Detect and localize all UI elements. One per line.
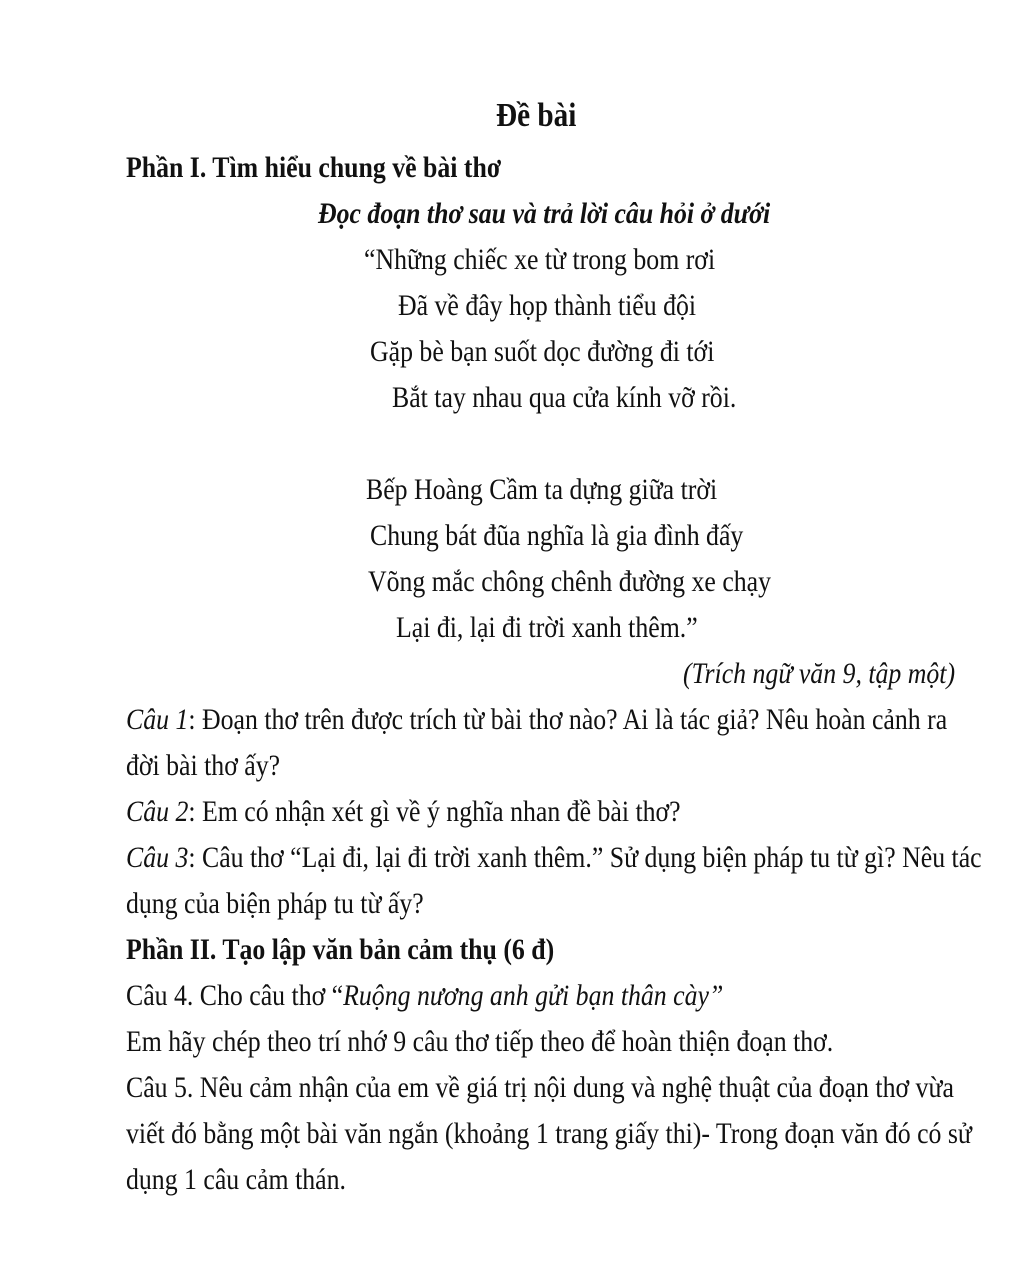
part2-heading: Phần II. Tạo lập văn bản cảm thụ (6 đ) [126,933,555,966]
poem-line: Đã về đây họp thành tiểu đội [398,289,697,322]
question-3-continued: dụng của biện pháp tu từ ấy? [126,887,424,920]
question-1-continued: đời bài thơ ấy? [126,749,281,782]
question-3-text: : Câu thơ “Lại đi, lại đi trời xanh thêm.” Sử dụng biện pháp tu từ gì? Nêu tác [188,841,982,874]
poem-line: Chung bát đũa nghĩa là gia đình đấy [370,519,744,552]
question-3 [126,838,982,878]
poem-line: Bếp Hoàng Cầm ta dựng giữa trời [366,473,718,506]
question-4-prefix: Câu 4. Cho câu thơ “ [126,979,344,1012]
poem-line: Bắt tay nhau qua cửa kính vỡ rồi. [392,381,737,414]
page-title: Đề bài [496,97,577,134]
question-4-quote: Ruộng nương anh gửi bạn thân cày” [343,979,724,1012]
question-1 [126,700,947,740]
question-4-continued: Em hãy chép theo trí nhớ 9 câu thơ tiếp theo để hoàn thiện đoạn thơ. [126,1025,834,1058]
question-2-text: : Em có nhận xét gì về ý nghĩa nhan đề bài thơ? [188,795,681,828]
question-5-end: dụng 1 câu cảm thán. [126,1163,346,1196]
question-3-label: Câu 3 [126,841,189,874]
poem-line: Võng mắc chông chênh đường xe chạy [368,565,772,598]
question-1-label: Câu 1 [126,703,189,736]
question-5-continued: viết đó bằng một bài văn ngắn (khoảng 1 trang giấy thi)- Trong đoạn văn đó có sử [126,1117,972,1150]
question-2-label: Câu 2 [126,795,189,828]
question-4 [126,976,723,1016]
poem-line: Lại đi, lại đi trời xanh thêm.” [396,611,698,644]
question-5: Câu 5. Nêu cảm nhận của em về giá trị nội dung và nghệ thuật của đoạn thơ vừa [126,1071,954,1104]
question-2 [126,792,681,832]
poem-source: (Trích ngữ văn 9, tập một) [683,657,956,690]
poem-line: Gặp bè bạn suốt dọc đường đi tới [370,335,715,368]
part1-heading: Phần I. Tìm hiểu chung về bài thơ [126,151,502,184]
question-1-text: : Đoạn thơ trên được trích từ bài thơ nào? Ai là tác giả? Nêu hoàn cảnh ra [188,703,948,736]
poem-line: “Những chiếc xe từ trong bom rơi [364,243,716,276]
part1-instruction: Đọc đoạn thơ sau và trả lời câu hỏi ở dưới [318,197,771,230]
